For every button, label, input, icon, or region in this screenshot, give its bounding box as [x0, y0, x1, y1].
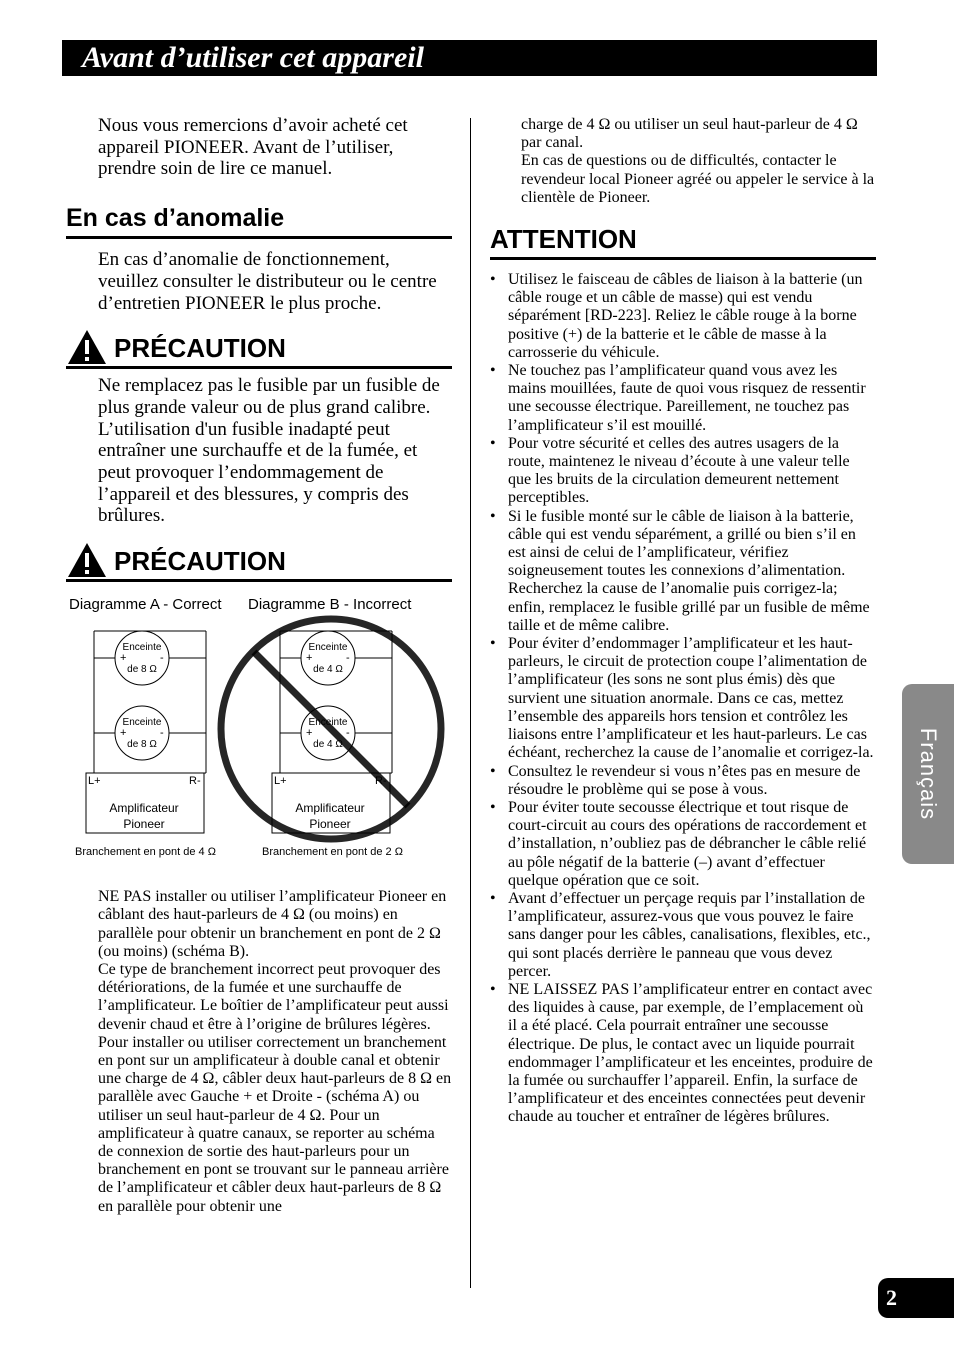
list-item: • Consultez le revendeur si vous n’êtes pas en mesure de résoudre le problème qui se pose à vous.: [490, 763, 876, 799]
speaker-label: Enceinte: [308, 642, 348, 654]
anomalie-text: En cas d’anomalie de fonctionnement, veuillez consulter le distributeur ou le centre d’entretien PIONEER le plus proche.: [98, 249, 437, 314]
diagram-b-footer: Branchement en pont de 2 Ω: [262, 846, 403, 859]
polarity-plus: +: [120, 652, 127, 665]
precaution-heading-1: [66, 328, 452, 369]
list-item: • Pour éviter toute secousse électrique et tout risque de court-circuit au cours des opérations de raccordement et d’installation, n’oubliez pas de débrancher le câble relié au pôle négatif de la batterie (–) avant d’effectuer quelque opération que ce soit.: [490, 799, 876, 890]
right-column: [490, 116, 876, 1127]
speaker-label: Enceinte: [122, 642, 162, 654]
speaker-impedance: de 8 Ω: [127, 739, 157, 751]
speaker-impedance: de 8 Ω: [127, 664, 157, 676]
polarity-minus: -: [346, 727, 350, 740]
page-number-tab: [878, 1278, 954, 1318]
amplifier-label: Amplificateur: [295, 801, 365, 816]
diagram-a-caption: Diagramme A - Correct: [69, 596, 222, 614]
diagram-a-footer: Branchement en pont de 4 Ω: [75, 846, 216, 859]
section-heading-anomalie: [66, 202, 452, 239]
wiring-diagrams: [66, 596, 452, 886]
attention-list: [490, 271, 876, 1127]
polarity-plus: +: [306, 652, 313, 665]
continued-text: charge de 4 Ω ou utiliser un seul haut-parleur de 4 Ω par canal.: [521, 116, 858, 152]
precaution-heading-2: [66, 541, 452, 582]
terminal-r-minus: R-: [189, 775, 201, 788]
language-tab-label: Français: [916, 727, 941, 821]
precaution2-text-block: [66, 888, 452, 1216]
column-divider: [470, 118, 471, 1288]
amplifier-brand: Pioneer: [123, 817, 165, 832]
warning-icon: [66, 541, 108, 579]
amplifier-brand: Pioneer: [309, 817, 351, 832]
precaution2-paragraph: Ce type de branchement incorrect peut provoquer des détériorations, de la fumée et une surchauffe de l’amplificateur. Le boîtier de l’amplificateur peut aussi devenir chaud et être à l’origine de brûlures légères.: [98, 960, 449, 1033]
page-number: 2: [886, 1285, 897, 1310]
precaution1-text: Ne remplacez pas le fusible par un fusible de plus grande valeur ou de plus grand calibre. L’utilisation d'un fusible inadapté peut entraîner une surchauffe et de la fumée, et peut provoquer l’endommagement de l’appareil et des blessures, y compris des brûlures.: [98, 375, 440, 527]
terminal-l-plus: L+: [274, 775, 287, 788]
list-item: • Si le fusible monté sur le câble de liaison à la batterie, câble qui est vendu séparément, a grillé ou bien s’il en est ainsi de celui de l’amplificateur, vérifiez soigneusement toutes les connexions d’alimentation. Recherchez la cause de l’anomalie puis corrigez-la; enfin, remplacez le fusible grillé par un fusible de même taille et de même calibre.: [490, 508, 876, 635]
list-item: • Avant d’effectuer un perçage requis par l’installation de l’amplificateur, assurez-vous que vous pouvez le faire sans danger pour les câbles, canalisations, flexibles, etc., qui sont placés derrière le panneau que vous devez percer.: [490, 890, 876, 981]
left-column: [66, 115, 452, 1216]
warning-icon: [66, 328, 108, 366]
attention-heading: [490, 223, 876, 260]
contact-text: En cas de questions ou de difficultés, contacter le revendeur local Pioneer agréé ou appeler le service à la clientèle de Pioneer.: [521, 152, 875, 206]
precaution-heading-text: PRÉCAUTION: [114, 333, 286, 364]
page-title: Avant d’utiliser cet appareil: [82, 41, 424, 74]
polarity-plus: +: [306, 727, 313, 740]
precaution2-paragraph: NE PAS installer ou utiliser l’amplificateur Pioneer en câblant des haut-parleurs de 4 Ω (ou moins) en parallèle pour obtenir un branchement en pont de 2 Ω (ou moins) (schéma B).: [98, 888, 447, 960]
terminal-l-plus: L+: [88, 775, 101, 788]
section-heading-text: En cas d’anomalie: [66, 204, 285, 233]
list-item: • NE LAISSEZ PAS l’amplificateur entrer en contact avec des liquides à cause, par exemple, de l’emplacement où il a été placé. Cela pourrait entraîner une secousse électrique. De plus, le contact avec un liquide pourrait endommager l’amplificateur et les enceintes, produire de la fumée ou surchauffer l’appareil. Enfin, la surface de l’amplificateur et des enceintes connectées peut devenir chaude au toucher et entraîner de légères brûlures.: [490, 981, 876, 1127]
speaker-label: Enceinte: [122, 717, 162, 729]
list-item: • Ne touchez pas l’amplificateur quand vous avez les mains mouillées, faute de quoi vous risquez de ressentir une secousse électrique. Pareillement, ne touchez pas l’amplificateur s’il est mouillé.: [490, 362, 876, 435]
language-tab: [902, 684, 954, 864]
page-title-bar: [62, 40, 877, 76]
polarity-minus: -: [346, 652, 350, 665]
polarity-minus: -: [160, 727, 164, 740]
speaker-label: Enceinte: [308, 717, 348, 729]
list-item: • Pour votre sécurité et celles des autres usagers de la route, maintenez le niveau d’écoute à une valeur telle que les bruits de la circulation demeurent nettement perceptibles.: [490, 435, 876, 508]
list-item: • Utilisez le faisceau de câbles de liaison à la batterie (un câble rouge et un câble de masse) qui est vendu séparément [RD-223]. Reliez le câble rouge à la borne positive (+) de la batterie et le câble de masse à la carrosserie du véhicule.: [490, 271, 876, 362]
intro-text: Nous vous remercions d’avoir acheté cet appareil PIONEER. Avant de l’utiliser, prendre soin de lire ce manuel.: [98, 115, 408, 180]
speaker-impedance: de 4 Ω: [313, 664, 343, 676]
attention-heading-text: ATTENTION: [490, 224, 637, 255]
polarity-minus: -: [160, 652, 164, 665]
polarity-plus: +: [120, 727, 127, 740]
list-item: • Pour éviter d’endommager l’amplificateur et les haut-parleurs, le circuit de protection coupe l’alimentation de l’amplificateur (les sons ne sont plus émis) dès que survient une situation anormale. Dans ce cas, mettez l’ensemble des appareils hors tension et contrôlez les liaisons entre l’amplificateur et les haut-parleurs. Le cas échéant, recherchez la cause de l’anomalie et corrigez-la.: [490, 635, 876, 762]
amplifier-label: Amplificateur: [109, 801, 179, 816]
speaker-impedance: de 4 Ω: [313, 739, 343, 751]
diagram-b-caption: Diagramme B - Incorrect: [248, 596, 412, 614]
precaution-heading-text: PRÉCAUTION: [114, 546, 286, 577]
precaution2-paragraph: Pour installer ou utiliser correctement un branchement en pont sur un amplificateur à double canal et obtenir une charge de 4 Ω, câbler deux haut-parleurs de 8 Ω en parallèle avec Gauche + et Droite - (schéma A) ou utiliser un seul haut-parleur de 4 Ω. Pour un amplificateur à quatre canaux, se reporter au schéma de connexion de sortie des haut-parleurs pour un branchement en pont se trouvant sur le panneau arrière de l’amplificateur et câbler deux haut-parleurs de 8 Ω en parallèle pour obtenir une: [98, 1033, 452, 1215]
terminal-r-minus: R-: [375, 775, 387, 788]
